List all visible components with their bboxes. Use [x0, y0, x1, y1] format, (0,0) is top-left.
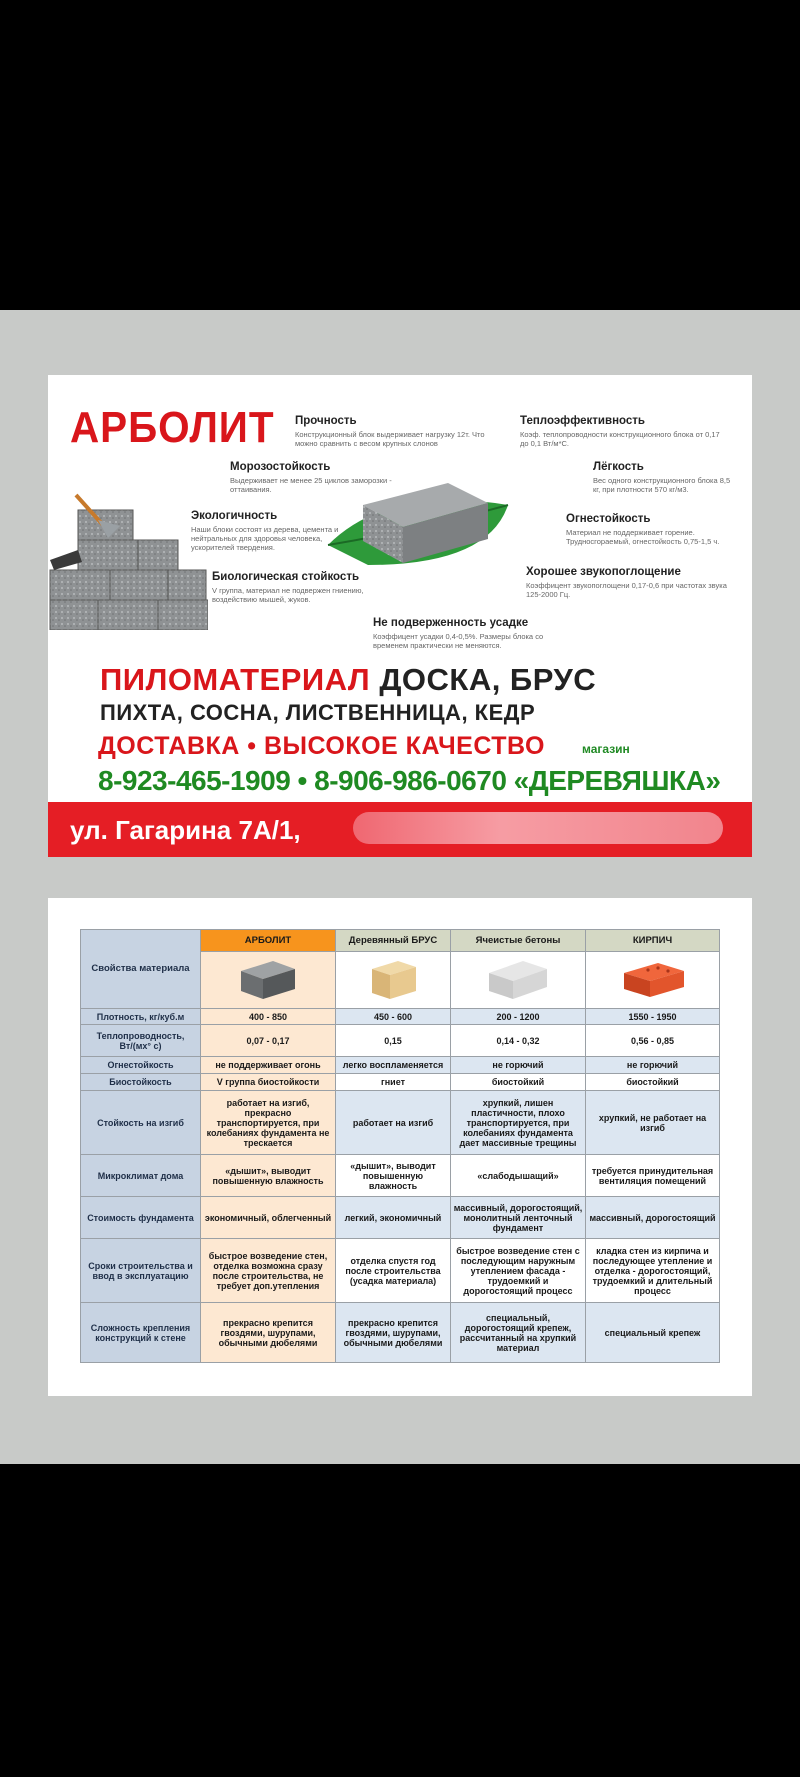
table-cell: легко воспламеняется: [336, 1057, 451, 1074]
table-cell: массивный, дорогостоящий: [586, 1197, 720, 1239]
column-header-arbolit: АРБОЛИТ: [201, 930, 336, 952]
table-row: [81, 1057, 720, 1074]
timber-beam-image: [358, 957, 428, 1001]
row-label: Плотность, кг/куб.м: [81, 1009, 201, 1025]
feature-shrink: Не подверженность усадке Коэффицент усадки 0,4-0,5%. Размеры блока со временем практически не меняются.: [373, 617, 544, 650]
table-cell: прекрасно крепится гвоздями, шурупами, обычными дюбелями: [201, 1303, 336, 1363]
arbolit-block-image: [233, 957, 303, 1001]
table-cell: 450 - 600: [336, 1009, 451, 1025]
redaction-mark: [353, 812, 723, 844]
table-cell: 1550 - 1950: [586, 1009, 720, 1025]
table-cell: 0,15: [336, 1025, 451, 1057]
table-row: [81, 1303, 720, 1363]
address-text: ул. Гагарина 7А/1,: [70, 815, 301, 845]
delivery-quality: ДОСТАВКА • ВЫСОКОЕ КАЧЕСТВО: [98, 732, 545, 760]
brick-image: [618, 957, 688, 1001]
table-cell: не горючий: [586, 1057, 720, 1074]
address-bar: [48, 802, 752, 857]
feature-strength: Прочность Конструкционный блок выдерживает нагрузку 12т. Что можно сравнить с весом крупных слонов: [295, 415, 485, 448]
feature-bio: Биологическая стойкость V группа, материал не подвержен гниению, воздействию мышей, жуков.: [212, 571, 364, 604]
arbolit-advertisement: [48, 375, 752, 857]
table-cell: экономичный, облегченный: [201, 1197, 336, 1239]
feature-lightness: Лёгкость Вес одного конструкционного блока 8,5 кг, при плотности 570 кг/м3.: [593, 461, 731, 494]
table-cell: кладка стен из кирпича и последующее утепление и отделка - дорогостоящий, трудоемкий и длительный процесс: [586, 1239, 720, 1303]
table-cell: работает на изгиб: [336, 1091, 451, 1155]
table-cell: «дышит», выводит повышенную влажность: [336, 1155, 451, 1197]
table-cell: отделка спустя год после строительства (усадка материала): [336, 1239, 451, 1303]
table-cell: массивный, дорогостоящий, монолитный ленточный фундамент: [451, 1197, 586, 1239]
wood-species: ПИХТА, СОСНА, ЛИСТВЕННИЦА, КЕДР: [100, 700, 536, 725]
row-label: Микроклимат дома: [81, 1155, 201, 1197]
concrete-image-cell: [451, 952, 586, 1009]
table-cell: 400 - 850: [201, 1009, 336, 1025]
lumber-heading: [100, 662, 596, 698]
table-row: [81, 1091, 720, 1155]
table-cell: «слабодышащий»: [451, 1155, 586, 1197]
table-cell: хрупкий, лишен пластичности, плохо транспортируется, при колебаниях фундамента дает массивные трещины: [451, 1091, 586, 1155]
table-cell: работает на изгиб, прекрасно транспортируется, при колебаниях фундамента не трескается: [201, 1091, 336, 1155]
row-label: Теплопроводность, Вт/(мх° с): [81, 1025, 201, 1057]
cellular-concrete-image: [483, 957, 553, 1001]
table-cell: специальный, дорогостоящий крепеж, рассчитанный на хрупкий материал: [451, 1303, 586, 1363]
column-header-brick: КИРПИЧ: [586, 930, 720, 952]
row-label: Сроки строительства и ввод в эксплуатацию: [81, 1239, 201, 1303]
feature-fire: Огнестойкость Материал не поддерживает горение. Трудносгораемый, огнестойкость 0,75-1,5 ч.: [566, 513, 720, 546]
table-cell: биостойкий: [586, 1074, 720, 1091]
feature-ecology: Экологичность Наши блоки состоят из дерева, цемента и нейтральных для здоровья человека, ускорителей твердения.: [191, 510, 339, 552]
row-label: Огнестойкость: [81, 1057, 201, 1074]
lumber-red: ПИЛОМАТЕРИАЛ: [100, 662, 371, 697]
row-label: Стойкость на изгиб: [81, 1091, 201, 1155]
table-cell: требуется принудительная вентиляция помещений: [586, 1155, 720, 1197]
table-cell: гниет: [336, 1074, 451, 1091]
row-label: Стоимость фундамента: [81, 1197, 201, 1239]
table-cell: хрупкий, не работает на изгиб: [586, 1091, 720, 1155]
timber-image-cell: [336, 952, 451, 1009]
lumber-black: ДОСКА, БРУС: [379, 662, 597, 697]
comparison-table-card: [48, 898, 752, 1396]
table-cell: 0,56 - 0,85: [586, 1025, 720, 1057]
brick-image-cell: [586, 952, 720, 1009]
table-cell: специальный крепеж: [586, 1303, 720, 1363]
row-label: Биостойкость: [81, 1074, 201, 1091]
table-row: [81, 1155, 720, 1197]
feature-thermal: Теплоэффективность Коэф. теплопроводности конструкционного блока от 0,17 до 0,1 Вт/м*С.: [520, 415, 720, 448]
table-row: [81, 1025, 720, 1057]
feature-sound: Хорошее звукопоглощение Коэффицент звукопоглощени 0,17-0,6 при частотах звука 125-2000 Гц.: [526, 566, 727, 599]
row-label: Сложность крепления конструкций к стене: [81, 1303, 201, 1363]
column-header-cellular-concrete: Ячеистые бетоны: [451, 930, 586, 952]
table-row: [81, 1074, 720, 1091]
table-row: [81, 1009, 720, 1025]
table-cell: быстрое возведение стен с последующим наружным утеплением фасада - трудоемкий и дорогостоящий процесс: [451, 1239, 586, 1303]
table-cell: «дышит», выводит повышенную влажность: [201, 1155, 336, 1197]
arbolit-image-cell: [201, 952, 336, 1009]
feature-frost: Морозостойкость Выдерживает не менее 25 циклов заморозки - оттаивания.: [230, 461, 392, 494]
table-row: [81, 1239, 720, 1303]
table-cell: 200 - 1200: [451, 1009, 586, 1025]
phone-numbers[interactable]: 8-923-465-1909 • 8-906-986-0670 «ДЕРЕВЯШКА»: [98, 765, 721, 796]
table-cell: быстрое возведение стен, отделка возможна сразу после строительства, не требует доп.утепления: [201, 1239, 336, 1303]
table-cell: 0,07 - 0,17: [201, 1025, 336, 1057]
table-cell: не горючий: [451, 1057, 586, 1074]
comparison-table: [80, 929, 720, 1363]
table-cell: не поддерживает огонь: [201, 1057, 336, 1074]
table-cell: V группа биостойкости: [201, 1074, 336, 1091]
brand-title: АРБОЛИТ: [70, 403, 275, 452]
table-cell: биостойкий: [451, 1074, 586, 1091]
table-cell: прекрасно крепится гвоздями, шурупами, обычными дюбелями: [336, 1303, 451, 1363]
table-cell: легкий, экономичный: [336, 1197, 451, 1239]
table-cell: 0,14 - 0,32: [451, 1025, 586, 1057]
corner-cell: Свойства материала: [81, 930, 201, 1009]
shop-label: магазин: [582, 742, 630, 756]
table-row: [81, 1197, 720, 1239]
block-stack-illustration: [48, 490, 208, 630]
column-header-timber: Деревянный БРУС: [336, 930, 451, 952]
